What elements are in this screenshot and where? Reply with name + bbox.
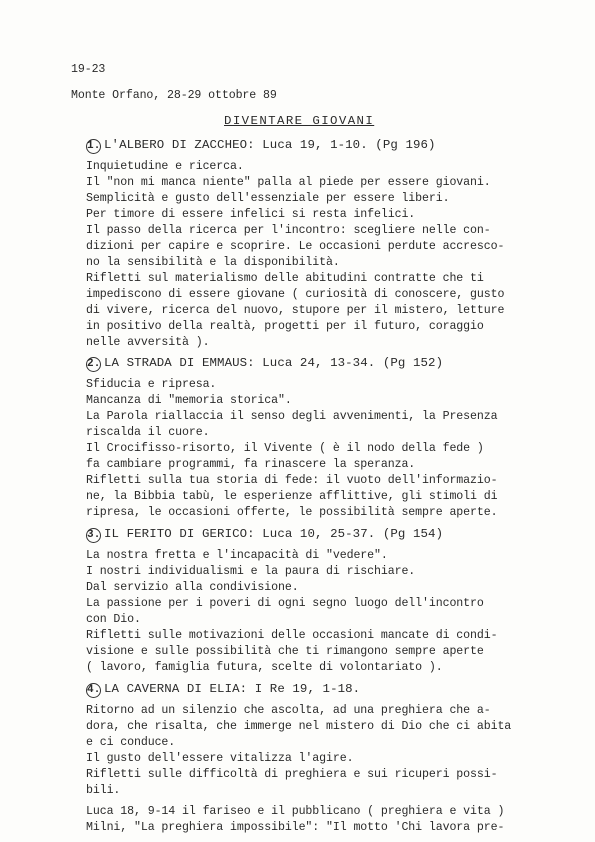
text-line: Mancanza di "memoria storica". [86, 394, 292, 407]
section-heading [86, 357, 443, 372]
text-line: Rifletti sulle difficoltà di preghiera e sui ricuperi possi- [86, 768, 498, 781]
text-line: Dal servizio alla condivisione. [86, 581, 299, 594]
text-line: ripresa, le occasioni offerte, le possibilità sempre aperte. [86, 506, 498, 519]
section-title: LA CAVERNA DI ELIA: I Re 19, 1-18. [104, 682, 361, 696]
text-line: La nostra fretta e l'incapacità di "vedere". [86, 549, 388, 562]
text-line: bili. [86, 784, 121, 797]
page-reference: (Pg 196) [375, 138, 436, 152]
text-line: visione e sulle possibilità che ti rimangono sempre aperte [86, 645, 484, 658]
text-line: di vivere, ricerca del nuovo, stupore per il mistero, letture [86, 304, 505, 317]
text-line: ( lavoro, famiglia futura, scelte di volontariato ). [86, 661, 443, 674]
text-line: Il gusto dell'essere vitalizza l'agire. [86, 752, 354, 765]
page-range: 19-23 [71, 63, 106, 76]
text-line: fa cambiare programmi, fa rinascere la speranza. [86, 458, 416, 471]
text-line: Rifletti sulla tua storia di fede: il vuoto dell'informazio- [86, 474, 498, 487]
footer-line: Luca 18, 9-14 il fariseo e il pubblicano ( preghiera e vita ) [86, 805, 505, 818]
text-line: Per timore di essere infelici si resta infelici. [86, 208, 416, 221]
section-title: L'ALBERO DI ZACCHEO: Luca 19, 1-10. [104, 138, 368, 152]
text-line: Il Crocifisso-risorto, il Vivente ( è il nodo della fede ) [86, 442, 484, 455]
section-number-badge: 2. [87, 358, 101, 370]
text-line: in positivo della realtà, progetti per il futuro, coraggio [86, 320, 484, 333]
text-line: ne, la Bibbia tabù, le esperienze afflittive, gli stimoli di [86, 490, 498, 503]
section-heading [86, 683, 360, 698]
text-line: Rifletti sul materialismo delle abitudini contratte che ti [86, 272, 484, 285]
text-line: I nostri individualismi e la paura di rischiare. [86, 565, 416, 578]
section-heading [86, 528, 443, 543]
page-reference: (Pg 154) [382, 527, 444, 541]
section-number-badge: 3. [87, 529, 101, 541]
text-line: nelle avversità ). [86, 336, 210, 349]
text-line: Ritorno ad un silenzio che ascolta, ad una preghiera che a- [86, 704, 491, 717]
text-line: dora, che risalta, che immerge nel mistero di Dio che ci abita [86, 720, 512, 733]
footer-line: Milni, "La preghiera impossibile": "Il motto 'Chi lavora pre- [86, 821, 505, 834]
text-line: Semplicità e gusto dell'essenziale per essere liberi. [86, 192, 450, 205]
text-line: no la sensibilità e la disponibilità. [86, 256, 340, 269]
text-line: con Dio. [86, 613, 141, 626]
section-title: LA STRADA DI EMMAUS: Luca 24, 13-34. [104, 356, 376, 370]
text-line: Il "non mi manca niente" palla al piede per essere giovani. [86, 176, 491, 189]
text-line: e ci conduce. [86, 736, 176, 749]
page-reference: (Pg 152) [382, 356, 444, 370]
section-number-badge: 1. [87, 140, 101, 152]
text-line: Sfiducia e ripresa. [86, 378, 217, 391]
place-date: Monte Orfano, 28-29 ottobre 89 [71, 89, 277, 102]
text-line: La passione per i poveri di ogni segno luogo dell'incontro [86, 597, 484, 610]
document-title: DIVENTARE GIOVANI [224, 114, 375, 128]
text-line: riscalda il cuore. [86, 426, 210, 439]
text-line: Inquietudine e ricerca. [86, 160, 244, 173]
section-title: IL FERITO DI GERICO: Luca 10, 25-37. [104, 527, 376, 541]
text-line: Il passo della ricerca per l'incontro: scegliere nelle con- [86, 224, 491, 237]
section-heading [86, 139, 436, 154]
text-line: impediscono di essere giovane ( curiosità di conoscere, gusto [86, 288, 505, 301]
text-line: Rifletti sulle motivazioni delle occasioni mancate di condi- [86, 629, 498, 642]
text-line: La Parola riallaccia il senso degli avvenimenti, la Presenza [86, 410, 498, 423]
text-line: dizioni per capire e scoprire. Le occasioni perdute accresco- [86, 240, 505, 253]
section-number-badge: 4. [87, 684, 101, 696]
